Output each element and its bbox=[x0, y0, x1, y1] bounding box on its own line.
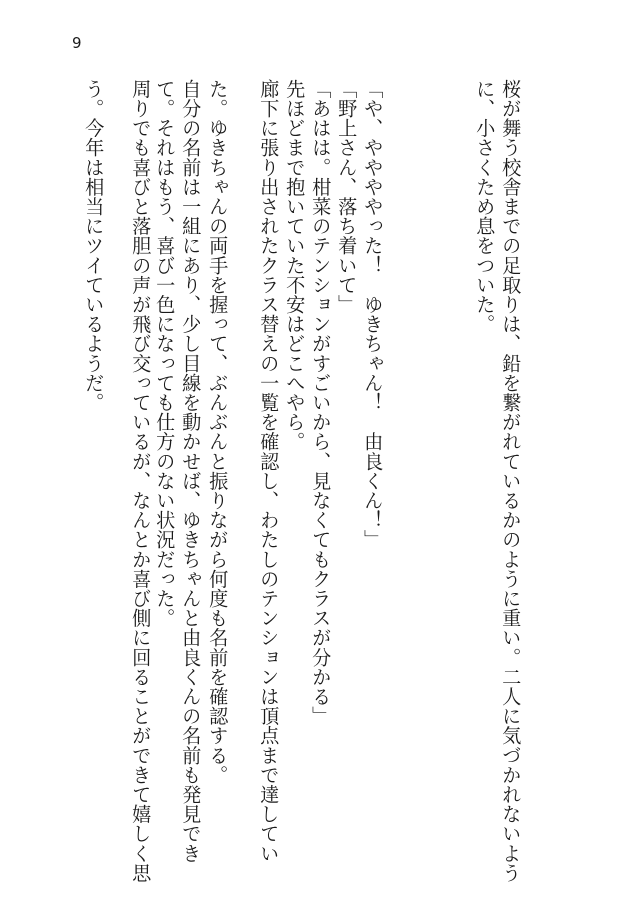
text-line: て。それはもう、喜び一色になっても仕方のない状況だった。 bbox=[153, 79, 177, 628]
text-line: た。ゆきちゃんの両手を握って、ぶんぶんと振りながら何度も名前を確認する。 bbox=[206, 79, 230, 785]
text-line: 「あはは。柑菜のテンションがすごいから、見なくてもクラスが分かる」 bbox=[309, 79, 333, 726]
text-line: 「や、ややややった！ ゆきちゃん！ 由良くん！」 bbox=[361, 79, 385, 550]
text-line: 「野上さん、落ち着いて」 bbox=[335, 79, 359, 315]
text-line: 桜が舞う校舎までの足取りは、鉛を繋がれているかのように重い。二人に気づかれないよう bbox=[499, 79, 523, 883]
text-line: 周りでも喜びと落胆の声が飛び交っているが、なんとか喜び側に回ることができて嬉しく思 bbox=[129, 79, 153, 883]
text-line: う。今年は相当にツイているようだ。 bbox=[82, 79, 106, 413]
page-number: 9 bbox=[72, 34, 82, 52]
text-line: 廊下に張り出されたクラス替えの一覧を確認し、わたしのテンションは頂点まで達してい bbox=[257, 79, 281, 863]
text-line: に、小さくため息をついた。 bbox=[473, 79, 497, 334]
text-line: 先ほどまで抱いていた不安はどこへやら。 bbox=[283, 79, 307, 452]
text-line: 自分の名前は一組にあり、少し目線を動かせば、ゆきちゃんと由良くんの名前も発見でき bbox=[179, 79, 203, 863]
